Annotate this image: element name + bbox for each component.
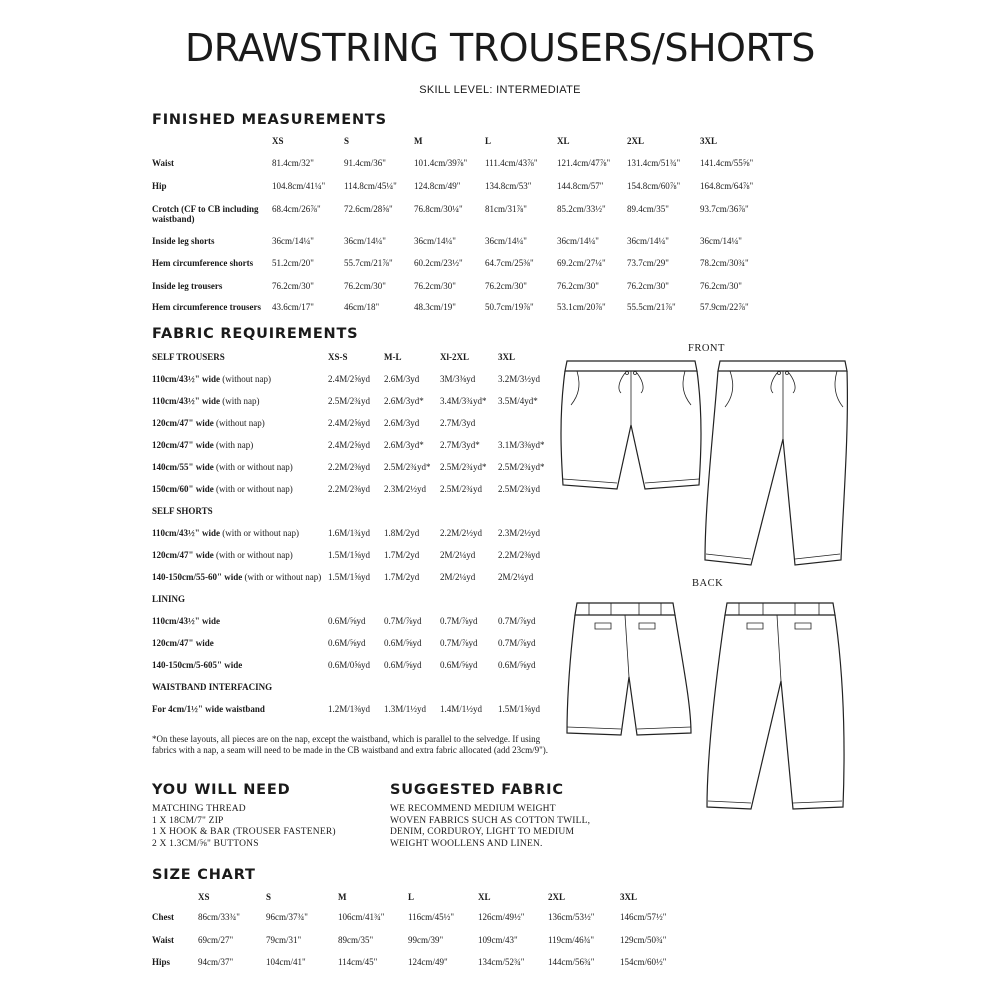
table-cell: 36cm/14¼" xyxy=(700,236,742,246)
row-label: Inside leg shorts xyxy=(152,236,215,246)
table-cell: 114.8cm/45¼" xyxy=(344,181,397,191)
table-cell: 36cm/14¼" xyxy=(627,236,669,246)
table-cell: 2M/2¼yd xyxy=(440,572,476,582)
column-header: L xyxy=(408,892,415,902)
table-cell: 141.4cm/55⅝" xyxy=(700,158,754,168)
table-cell: 2.5M/2¾yd* xyxy=(498,462,545,472)
column-header: XS xyxy=(198,892,210,902)
table-cell: 111.4cm/43⅞" xyxy=(485,158,538,168)
fabric-footnote: *On these layouts, all pieces are on the nap, except the waistband, which is parallel to the selvedge. If using fabrics with a nap, a seam will need to be made in the CB waistband and extra fabric allocated (add 23cm/9"). xyxy=(152,734,549,755)
nap-note: (with or without nap) xyxy=(213,550,293,560)
fabric-row-label xyxy=(152,660,242,670)
table-cell: 53.1cm/20⅞" xyxy=(557,302,606,312)
table-cell: 85.2cm/33½" xyxy=(557,204,606,214)
table-cell: 114cm/45" xyxy=(338,957,378,967)
table-cell: 2.3M/2½yd xyxy=(384,484,427,494)
group-heading: LINING xyxy=(152,594,186,604)
table-cell: 2.6M/3yd xyxy=(384,374,420,384)
fabric-row-label xyxy=(152,440,253,450)
table-cell: 2.5M/2¾yd* xyxy=(440,462,487,472)
fabric-row-label xyxy=(152,396,260,406)
suggested-line: DENIM, CORDUROY, LIGHT TO MEDIUM xyxy=(390,827,575,837)
table-cell: 1.3M/1½yd xyxy=(384,704,427,714)
table-cell: 0.7M/⅞yd xyxy=(440,638,478,648)
table-cell: 76.2cm/30" xyxy=(272,281,314,291)
fabric-width: 110cm/43½" wide xyxy=(152,528,220,538)
suggested-fabric-heading: SUGGESTED FABRIC xyxy=(390,782,564,798)
table-cell: 2.2M/2⅜yd xyxy=(328,484,371,494)
table-cell: 124.8cm/49" xyxy=(414,181,461,191)
row-label: Chest xyxy=(152,912,174,922)
table-cell: 73.7cm/29" xyxy=(627,258,669,268)
table-cell: 2.6M/3yd* xyxy=(384,440,424,450)
table-cell: 76.2cm/30" xyxy=(344,281,386,291)
back-label: BACK xyxy=(692,578,724,589)
column-header: 3XL xyxy=(498,352,516,362)
table-cell: 3M/3⅜yd xyxy=(440,374,476,384)
table-cell: 2.5M/2¾yd xyxy=(440,484,483,494)
fabric-width: 120cm/47" wide xyxy=(152,418,214,428)
front-label: FRONT xyxy=(688,343,725,354)
table-cell: 50.7cm/19⅞" xyxy=(485,302,534,312)
table-cell: 2.5M/2¾yd xyxy=(328,396,371,406)
suggested-line: WEIGHT WOOLLENS AND LINEN. xyxy=(390,838,543,849)
fabric-width: 150cm/60" wide xyxy=(152,484,214,494)
table-cell: 91.4cm/36" xyxy=(344,158,386,168)
table-cell: 55.7cm/21⅞" xyxy=(344,258,393,268)
table-cell: 2.5M/2¾yd* xyxy=(384,462,431,472)
table-cell: 0.7M/⅞yd xyxy=(498,616,536,626)
row-label: Hip xyxy=(152,181,167,191)
table-cell: 2.5M/2¾yd xyxy=(498,484,541,494)
table-cell: 119cm/46¾" xyxy=(548,935,595,945)
column-header: M xyxy=(338,892,347,902)
fabric-width: 120cm/47" wide xyxy=(152,638,214,648)
table-cell: 0.6M/⅝yd xyxy=(328,638,366,648)
table-cell: 0.6M/⅝yd xyxy=(384,660,422,670)
fabric-width: 140-150cm/5-605" wide xyxy=(152,660,243,670)
fabric-row-label xyxy=(152,616,220,626)
table-cell: 2.6M/3yd xyxy=(384,418,420,428)
table-cell: 0.7M/⅞yd xyxy=(498,638,536,648)
table-cell: 64.7cm/25⅜" xyxy=(485,258,534,268)
table-cell: 0.7M/⅞yd xyxy=(440,616,478,626)
front-trousers-drawing xyxy=(705,361,847,565)
table-cell: 0.6M/⅝yd xyxy=(384,638,422,648)
table-cell: 43.6cm/17" xyxy=(272,302,314,312)
fabric-row-label xyxy=(152,704,265,714)
table-cell: 48.3cm/19" xyxy=(414,302,456,312)
table-cell: 164.8cm/64⅞" xyxy=(700,181,754,191)
nap-note: (without nap) xyxy=(213,418,265,428)
table-cell: 2.7M/3yd xyxy=(440,418,476,428)
table-cell: 154.8cm/60⅞" xyxy=(627,181,681,191)
table-cell: 76.8cm/30¼" xyxy=(414,204,463,214)
column-header: 3XL xyxy=(620,892,638,902)
table-cell: 55.5cm/21⅞" xyxy=(627,302,676,312)
nap-note: (without nap) xyxy=(220,374,271,384)
table-cell: 101.4cm/39⅞" xyxy=(414,158,468,168)
table-cell: 104.8cm/41¼" xyxy=(272,181,326,191)
table-cell: 1.7M/2yd xyxy=(384,572,420,582)
you-will-need-list xyxy=(152,804,336,850)
table-cell: 3.4M/3¾yd* xyxy=(440,396,487,406)
table-cell: 57.9cm/22⅞" xyxy=(700,302,749,312)
table-cell: 0.7M/⅞yd xyxy=(384,616,422,626)
table-cell: 76.2cm/30" xyxy=(414,281,456,291)
table-cell: 134.8cm/53" xyxy=(485,181,532,191)
size-chart-heading: SIZE CHART xyxy=(152,867,256,883)
you-will-need-heading: YOU WILL NEED xyxy=(152,782,291,798)
fabric-width: 110cm/43½" wide xyxy=(152,374,220,384)
table-cell: 1.5M/1⅝yd xyxy=(328,572,371,582)
nap-note: (with nap) xyxy=(213,440,254,450)
skill-level: SKILL LEVEL: INTERMEDIATE xyxy=(419,84,581,96)
table-cell: 129cm/50¾" xyxy=(620,935,667,945)
table-cell: 89cm/35" xyxy=(338,935,374,945)
fabric-row-label xyxy=(152,528,299,538)
table-cell: 1.5M/1⅝yd xyxy=(328,550,371,560)
table-cell: 76.2cm/30" xyxy=(485,281,527,291)
table-cell: 0.6M/⅝yd xyxy=(328,616,366,626)
table-cell: 78.2cm/30¾" xyxy=(700,258,749,268)
row-label: Hem circumference shorts xyxy=(152,258,254,268)
table-cell: 144cm/56¾" xyxy=(548,957,595,967)
suggested-line: WOVEN FABRICS SUCH AS COTTON TWILL, xyxy=(390,815,591,826)
group-heading: WAISTBAND INTERFACING xyxy=(152,682,273,692)
fabric-row-label xyxy=(152,550,293,560)
table-cell: 86cm/33¾" xyxy=(198,912,240,922)
list-item: 1 X 18CM/7" ZIP xyxy=(152,815,224,826)
column-header: 2XL xyxy=(548,892,566,902)
nap-note: (with nap) xyxy=(220,396,260,406)
fabric-row-label xyxy=(152,374,271,384)
table-cell: 36cm/14¼" xyxy=(344,236,386,246)
column-header: XS-S xyxy=(328,352,348,362)
row-label: Waist xyxy=(152,935,175,945)
table-cell: 93.7cm/36⅞" xyxy=(700,204,749,214)
table-cell: 99cm/39" xyxy=(408,935,444,945)
table-cell: 46cm/18" xyxy=(344,302,380,312)
table-cell: 2.2M/2⅜yd xyxy=(498,550,541,560)
fabric-width: 140-150cm/55-60" wide xyxy=(152,572,243,582)
group-heading: SELF TROUSERS xyxy=(152,352,225,362)
table-cell: 2.2M/2⅜yd xyxy=(328,462,371,472)
table-cell: 76.2cm/30" xyxy=(700,281,742,291)
table-cell: 2M/2¼yd xyxy=(440,550,476,560)
column-header: XL xyxy=(478,892,491,902)
table-cell: 116cm/45½" xyxy=(408,912,455,922)
garment-drawings xyxy=(555,355,855,815)
table-cell: 121.4cm/47⅞" xyxy=(557,158,611,168)
column-header: Xl-2XL xyxy=(440,352,469,362)
table-cell: 144.8cm/57" xyxy=(557,181,604,191)
table-cell: 60.2cm/23½" xyxy=(414,258,463,268)
table-cell: 0.6M/0⅝yd xyxy=(328,660,371,670)
suggested-line: WE RECOMMEND MEDIUM WEIGHT xyxy=(390,804,556,814)
fabric-width: 110cm/43½" wide xyxy=(152,396,220,406)
table-cell: 51.2cm/20" xyxy=(272,258,314,268)
table-cell: 94cm/37" xyxy=(198,957,234,967)
table-cell: 69.2cm/27¼" xyxy=(557,258,606,268)
table-cell: 104cm/41" xyxy=(266,957,306,967)
column-header: S xyxy=(266,892,272,902)
table-cell: 96cm/37¾" xyxy=(266,912,308,922)
back-trousers-drawing xyxy=(707,603,844,809)
table-cell: 76.2cm/30" xyxy=(557,281,599,291)
table-cell: 2.4M/2⅝yd xyxy=(328,374,371,384)
fabric-row-label xyxy=(152,484,293,494)
list-item: 2 X 1.3CM/⅝" BUTTONS xyxy=(152,838,259,849)
fabric-width: 140cm/55" wide xyxy=(152,462,214,472)
fabric-row-label xyxy=(152,638,214,648)
table-cell: 68.4cm/26⅞" xyxy=(272,204,321,214)
table-cell: 146cm/57½" xyxy=(620,912,667,922)
table-cell: 81cm/31⅞" xyxy=(485,204,527,214)
fabric-width: 110cm/43½" wide xyxy=(152,616,220,626)
nap-note: (with or without nap) xyxy=(213,462,293,472)
table-cell: 3.5M/4yd* xyxy=(498,396,538,406)
table-cell: 1.6M/1¾yd xyxy=(328,528,371,538)
table-cell: 2.6M/3yd* xyxy=(384,396,424,406)
table-cell: 2.2M/2½yd xyxy=(440,528,483,538)
table-cell: 136cm/53½" xyxy=(548,912,595,922)
column-header: M-L xyxy=(384,352,402,362)
table-cell: 36cm/14¼" xyxy=(414,236,456,246)
table-cell: 69cm/27" xyxy=(198,935,234,945)
front-shorts-drawing xyxy=(561,361,701,489)
table-cell: 76.2cm/30" xyxy=(627,281,669,291)
row-label: Hips xyxy=(152,957,171,967)
table-cell: 134cm/52¾" xyxy=(478,957,525,967)
fabric-row-label xyxy=(152,572,321,582)
fabric-row-label xyxy=(152,418,265,428)
table-cell: 131.4cm/51¾" xyxy=(627,158,681,168)
table-cell: 0.6M/⅝yd xyxy=(440,660,478,670)
back-shorts-drawing xyxy=(567,603,691,735)
table-cell: 3.2M/3½yd xyxy=(498,374,541,384)
table-cell: 1.7M/2yd xyxy=(384,550,420,560)
fabric-requirements-heading: FABRIC REQUIREMENTS xyxy=(152,326,359,342)
table-cell: 79cm/31" xyxy=(266,935,302,945)
finished-measurements-heading: FINISHED MEASUREMENTS xyxy=(152,112,387,128)
table-cell: 109cm/43" xyxy=(478,935,518,945)
column-header: XL xyxy=(557,136,570,146)
table-cell: 36cm/14¼" xyxy=(272,236,314,246)
fabric-width: 120cm/47" wide xyxy=(152,550,214,560)
column-header: S xyxy=(344,136,350,146)
table-cell: 1.5M/1⅝yd xyxy=(498,704,541,714)
row-label: Crotch (CF to CB including waistband) xyxy=(152,204,259,224)
table-cell: 106cm/41¾" xyxy=(338,912,385,922)
table-cell: 89.4cm/35" xyxy=(627,204,669,214)
table-cell: 1.2M/1⅜yd xyxy=(328,704,371,714)
table-cell: 2.7M/3yd* xyxy=(440,440,480,450)
table-cell: 126cm/49½" xyxy=(478,912,525,922)
row-label: Waist xyxy=(152,158,175,168)
column-header: L xyxy=(485,136,492,146)
table-cell: 36cm/14¼" xyxy=(485,236,527,246)
table-cell: 2M/2¼yd xyxy=(498,572,534,582)
table-cell: 81.4cm/32" xyxy=(272,158,314,168)
table-cell: 2.4M/2⅝yd xyxy=(328,418,371,428)
table-cell: 36cm/14¼" xyxy=(557,236,599,246)
fabric-row-label xyxy=(152,462,293,472)
table-cell: 154cm/60½" xyxy=(620,957,667,967)
fabric-width: 120cm/47" wide xyxy=(152,440,214,450)
table-cell: 2.3M/2½yd xyxy=(498,528,541,538)
row-label: Inside leg trousers xyxy=(152,281,223,291)
fabric-width: For 4cm/1½" wide waistband xyxy=(152,704,265,714)
nap-note: (with or without nap) xyxy=(213,484,293,494)
column-header: XS xyxy=(272,136,284,146)
table-cell: 0.6M/⅝yd xyxy=(498,660,536,670)
column-header: 2XL xyxy=(627,136,645,146)
nap-note: (with or without nap) xyxy=(220,528,299,538)
table-cell: 1.4M/1½yd xyxy=(440,704,483,714)
nap-note: (with or without nap) xyxy=(242,572,322,582)
list-item: MATCHING THREAD xyxy=(152,804,246,814)
row-label: Hem circumference trousers xyxy=(152,302,261,312)
table-cell: 72.6cm/28⅝" xyxy=(344,204,393,214)
group-heading: SELF SHORTS xyxy=(152,506,213,516)
table-cell: 124cm/49" xyxy=(408,957,448,967)
column-header: 3XL xyxy=(700,136,718,146)
column-header: M xyxy=(414,136,423,146)
page-title: DRAWSTRING TROUSERS/SHORTS xyxy=(185,26,815,70)
table-cell: 1.8M/2yd xyxy=(384,528,420,538)
list-item: 1 X HOOK & BAR (TROUSER FASTENER) xyxy=(152,827,336,837)
table-cell: 3.1M/3⅜yd* xyxy=(498,440,545,450)
table-cell: 2.4M/2⅝yd xyxy=(328,440,371,450)
